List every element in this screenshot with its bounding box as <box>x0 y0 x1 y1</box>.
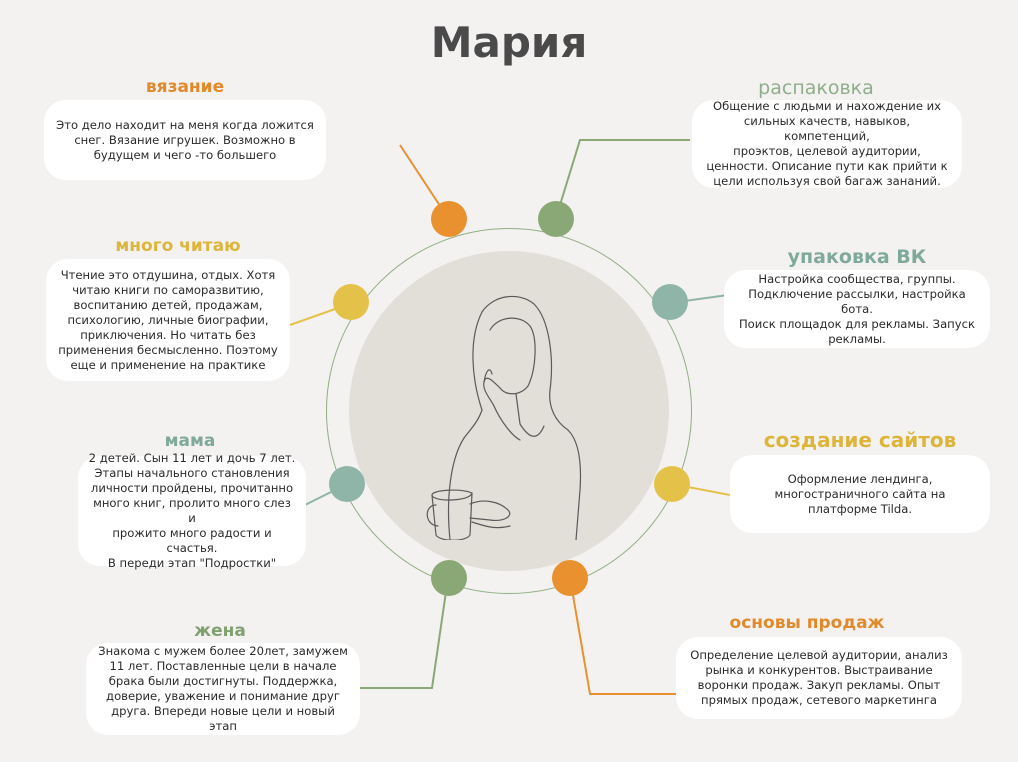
dot-reading <box>333 284 369 320</box>
heading-wife: жена <box>194 621 246 641</box>
card-vk <box>724 270 990 348</box>
dot-sites <box>654 466 690 502</box>
connector-sales <box>570 578 680 694</box>
heading-vk: упаковка ВК <box>787 246 927 268</box>
dot-mom <box>329 466 365 502</box>
dot-knitting <box>431 201 467 237</box>
woman-illustration <box>420 290 600 540</box>
card-knitting-text: Это дело находит на меня когда ложится снег. Вязание игрушек. Возможно в будущем и чего -то большего <box>56 117 314 162</box>
dot-wife <box>431 560 467 596</box>
heading-unpacking: распаковка <box>758 77 874 99</box>
heading-mom: мама <box>164 431 216 451</box>
heading-reading: много читаю <box>115 236 241 256</box>
card-unpacking-text: Общение с людьми и нахождение их сильных качеств, навыков, компетенций, проэктов, целевой аудитории, ценности. Описание пути как прийти к цели используя свой багаж зананий. <box>706 99 948 188</box>
card-wife-text: Знакома с мужем более 20лет, замужем 11 лет. Поставленные цели в начале брака были достигнуты. Поддержка, доверие, уважение и понимание друг друга. Впереди новые цели и новый этап <box>98 644 348 733</box>
card-sales <box>676 637 962 719</box>
dot-vk <box>652 284 688 320</box>
card-knitting <box>44 100 326 180</box>
card-sites-text: Оформление лендинга, многостраничного сайта на платформе Tilda. <box>774 471 946 516</box>
card-sales-text: Определение целевой аудитории, анализ рынка и конкурентов. Выстраивание воронки продаж. Закуп рекламы. Опыт прямых продаж, сетевого маркетинга <box>690 648 948 707</box>
card-wife <box>86 643 360 735</box>
dot-unpacking <box>538 201 574 237</box>
card-mom-text: 2 детей. Сын 11 лет и дочь 7 лет. Этапы начального становления личности пройдены, прочитанно много книг, пролито много слез и прожито много радости и счастья. В переди этап "Подростки" <box>88 451 296 570</box>
card-mom <box>78 451 306 570</box>
heading-sales: основы продаж <box>729 613 885 633</box>
card-vk-text: Настройка сообщества, группы. Подключение рассылки, настройка бота. Поиск площадок для рекламы. Запуск рекламы. <box>738 271 976 346</box>
card-reading-text: Чтение это отдушина, отдых. Хотя читаю книги по саморазвитию, воспитанию детей, продажам, психологию, личные биографии, приключения. Но читать без применения бесмысленно. Поэтому еще и применение на практике <box>58 267 278 372</box>
heading-sites: создание сайтов <box>763 428 957 452</box>
card-unpacking <box>692 100 962 188</box>
page-title: Мария <box>430 18 588 67</box>
dot-sales <box>552 560 588 596</box>
card-sites <box>730 455 990 533</box>
heading-knitting: вязание <box>145 77 225 97</box>
card-reading <box>46 259 290 381</box>
connector-wife <box>358 578 448 688</box>
connector-unpacking <box>556 140 690 218</box>
